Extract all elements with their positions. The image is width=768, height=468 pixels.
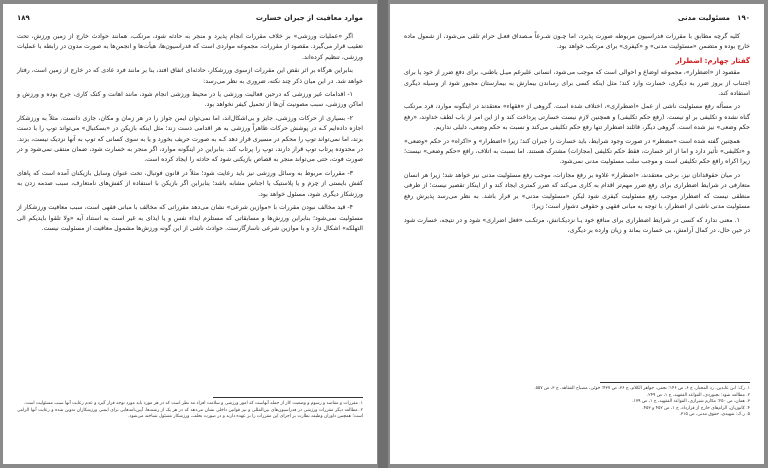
page-number: ۱۸۹ xyxy=(17,14,30,22)
paragraph: ۴- قید مخالف نبودن مقررات با «موازین شرعی» نشان می‌دهد مقرراتی که مخالف با مبانی فقهی است، سبب معافیت ورزشکار از مسئولیت نمی‌شود؛ بنابراین ورزش‌ها و مسابقاتی که مستلزم ایذاء نفس و یا ایذای به غیر است به استناد آیه «ولا تلقوا بایدیکم الی التهلکه» اشکال دارد و با موازین شرعی ناسازگارست. حوادث ناشی از این گونه ورزش‌ها مشمول معافیت از مسئولیت نیست. xyxy=(17,204,363,232)
paragraph: در میان حقوقدانان نیز، برخی معتقدند، «اضطرار» علاوه بر رفع مجازات، موجب رفع مسئولیت مدنی نیز خواهد شد؛ زیرا هر انسان متعارفی در شرایط اضطراری برای رفع ضرر مهم‌تر اقدام به کاری می‌کند که ضرر کمتری ایجاد کند و از اینکار تقصیر نیست؛ از طرفی منطقی نیست که اضطرار موجب رفع مسئولیت کیفری شود لیکن «مسئولیت مدنی» بر قرار باشد. به نظر می‌رسد پذیرش رفع مسئولیت مدنی ناشی از اضطرار، با توجه به مبانی فقهی و حقوقی دشوار است؛ زیرا: xyxy=(404,171,750,211)
footnote: ۵. ر.ک: شهیدی، حقوق مدنی، ص ۳۱۵. xyxy=(679,412,750,418)
paragraph: ۱. معنی ندارد که کسی در شرایط اضطراری برای منافع خود یـا نزدیکـانش، مرتکـب «فعل اضراری» شود و در نتیجه، خسارت شود در حین حال، در کمال آرامش، بی خسارت بماند و زیان وارده بر دیگری، xyxy=(404,216,750,234)
paragraph: در مسأله رفع مسئولیت ناشی از عمل «اضطراری»، اختلاف شده است. گروهی از «فقهاء» معتقدند در اینگونه موارد، فرد مرتکب گناه نشده و تکلیفی بر او نیست. (رفع حکم تکلیفی) و همچنین لازم نیست خسارتی پرداخت کند و از این امر از باب لطف خداوند، «رفع حکم وضعی» نیز شده است. گروهی دیگر، قائلند اضطرار تنها رفع حکم تکلیفی می‌کند و نسبت به حکم وضعی، دلیلی نداریم. xyxy=(404,103,750,132)
footnote-rule xyxy=(213,397,363,398)
paragraph: کلیه گرچه مطابق با مقررات فدراسیون مربوطه صورت پذیرد، اما چـون شـرعاً مـصداق فعـل حرام تلقی می‌شود، از شمول ماده خارج بوده و متضمن «مسئولیت مدنی» و «کیفری» برای مرتکب خواهد بود. xyxy=(404,33,750,51)
footnote: ۱. مقررات و مقاصد و رسوم و وضعیت کار از جمله آنهاست که امور ورزشی و سلامت افراد مد نظر است که در هر مورد باید مورد توجه قرار گیرد و عدم رعایت آنها سبب مسئولیت است. xyxy=(24,401,363,406)
footnote: ۳. همان، ص ۲۵۰؛ مکارم شیرازی، القواعد الفقهیه، ج ۱، ص ۱۷۹. xyxy=(631,399,750,405)
running-head-title: موارد معافیت از جبران خسارت xyxy=(255,14,363,22)
body-text xyxy=(17,32,363,237)
paragraph: ۱- اقدامات غیر ورزشی که درحین فعالیت ورزشی یا در محیط ورزشی انجام شود، مانند اهانت و کتک کاری، جرح بوده و ورزش و اماکن ورزشی، سبب مصونیت آن‌ها از تحمیل کیفر نخواهد بود. xyxy=(17,91,363,109)
right-page xyxy=(390,4,764,464)
paragraph: ۲- بسیاری از حرکات ورزشی، جایز و بی‌اشکال‌اند، اما نمی‌توان ایمن جواز را در هر زمان و مکان، جاری دانست. مثلاً به ورزشکار اجازه داده‌ایم کـه در پوشش حرکات ظاهراً ورزشی به هر اقدامی دست زند؛ مثل اینکه بازیکن در «بسکتبال» می‌تواند توپ را با دست بزند، اما نمی‌تواند توپ را محکم در مسیری قرار دهد کـه به صورت حریف بخورد و یا به سوی کسانی که توپ به آنها نزدیک نیست، بزند. در محدوده پرتاب توپ قرار دارند، توپ را پرتاب کند. بنابراین در اینگونه موارد، اگر منجر به خسارت شود، ضمان منتفی نمی‌شود و در صورت فوت، حتی می‌تواند منجر به قصاص بازیکنی شود که حادثه را ایجاد کرده است. xyxy=(17,114,363,164)
book-gutter xyxy=(378,0,388,468)
footnote: ۲. مطالعه شود: بجنوردی، القواعد الفقهیه، ج ۱، ص ۲۴۹. xyxy=(646,392,750,398)
section-heading: گفتار چهارم: اضطرار xyxy=(675,56,750,65)
left-page xyxy=(3,4,377,464)
running-head-title: مسئولیت مدنی xyxy=(677,14,730,22)
footnotes xyxy=(17,401,363,421)
paragraph: اگر «عملیات ورزشی» بر خلاف مقررات انجام پذیرد و منجر به حادثه شود، مرتکب، همانند حوادث خارج از زمین ورزش، تحت تعقیب قرار می‌گیرد. مقصود از مقررات، مجموعه مواردی است که فدراسیون‌ها، هیأت‌ها و انجمن‌ها به صورت مدون در رابطه با عملیات ورزشی، تنظیم کرده‌اند. xyxy=(17,33,363,61)
footnotes xyxy=(404,386,750,419)
footnote: ۲. مطالعه دیگر مقررات ورزشی در فدراسیون‌های بین‌المللی و نیز قوانین داخلی نشان می‌دهد که در هر یک از رشته‌ها، آیین‌نامه‌هایی برای ایمنی ورزشکاران تدوین شده و رعایت آنها الزامی است؛ همچنین داوران وظیفه نظارت بر اجرای این مقررات را بر عهده دارند و در صورت تخلف، ورزشکار مسئول شناخته می‌شود. xyxy=(17,407,363,420)
running-head xyxy=(17,14,363,26)
footnote: ۴. کاتوزیان، الزام‌های خارج از قرارداد، ج ۱، ص ۴۵۲ و ۴۵۳. xyxy=(642,405,750,411)
paragraph: مقصود از «اضطرار»، مجموعه اوضاع و احوالی است که موجب می‌شود، انسانی علیرغم میـل باطنی، برای دفع ضرر از خود یا برای اجتناب از بروز ضرر به دیگری، خسارت وارد کند؛ مثل اینکه کسی برای رساندن بیمارش به بیمارستان مجبور شود از وسیله دیگری استفاده کند. xyxy=(404,69,750,98)
page-number: ۱۹۰ xyxy=(737,14,750,22)
paragraph: همچنین گفته شده است «مضطر» در صورت وجود شرایط، باید خسارت را جبران کند؛ زیرا «اضطرار» و «اکراه» در حکم «وضعی» و «تکلیفی» تأثیر دارد و اما از اثر خسارت، فقط حکم تکلیفی (مجازات) مشترک هستند. اما نسبت به اتلاف، رافع «حکم وضعی» نیست؛ زیرا اکراه رافع حکم تکلیفی است و موجب سلب مسئولیت مدنی نمی‌شود. xyxy=(404,137,750,166)
footnote-rule xyxy=(600,382,750,383)
running-head xyxy=(404,14,750,26)
footnote: ۱. رک: ابن عابدین، رد المحتار، ج ۶، ص ۱۴۶؛ نجفی، جواهر الکلام، ج ۳۶، ص ۴۳۷؛ خوئی، مصباح الفقاهه، ج ۳، ص ۵۵۷. xyxy=(534,386,750,391)
body-text xyxy=(404,32,750,239)
paragraph: بنابراین هرگاه بر اثر نقض این مقررات ازسوی ورزشکار، حادثه‌ای اتفاق افتد، بنا بر مانند فرد عادی که در خارج از زمین است، رفتار خواهد شد. در این میان ذکر چند نکته، ضروری به نظر می‌رسد: xyxy=(17,67,363,85)
paragraph: ۳- مقررات مربوط به وسائل ورزشی نیز باید رعایت شود؛ مثلاً در قانون فوتبال، تحت عنوان وسایل بازیکنان آمده است که پاهای کفش بایستی از چرم و یا پلاستیک یا اجناس مشابه باشد؛ بنابراین اگر بازیکن با استفاده از کفش‌های نامتعارف، سبب صدمه زدن به ورزشکار دیگری شود، مسئول خواهد بود. xyxy=(17,169,363,198)
